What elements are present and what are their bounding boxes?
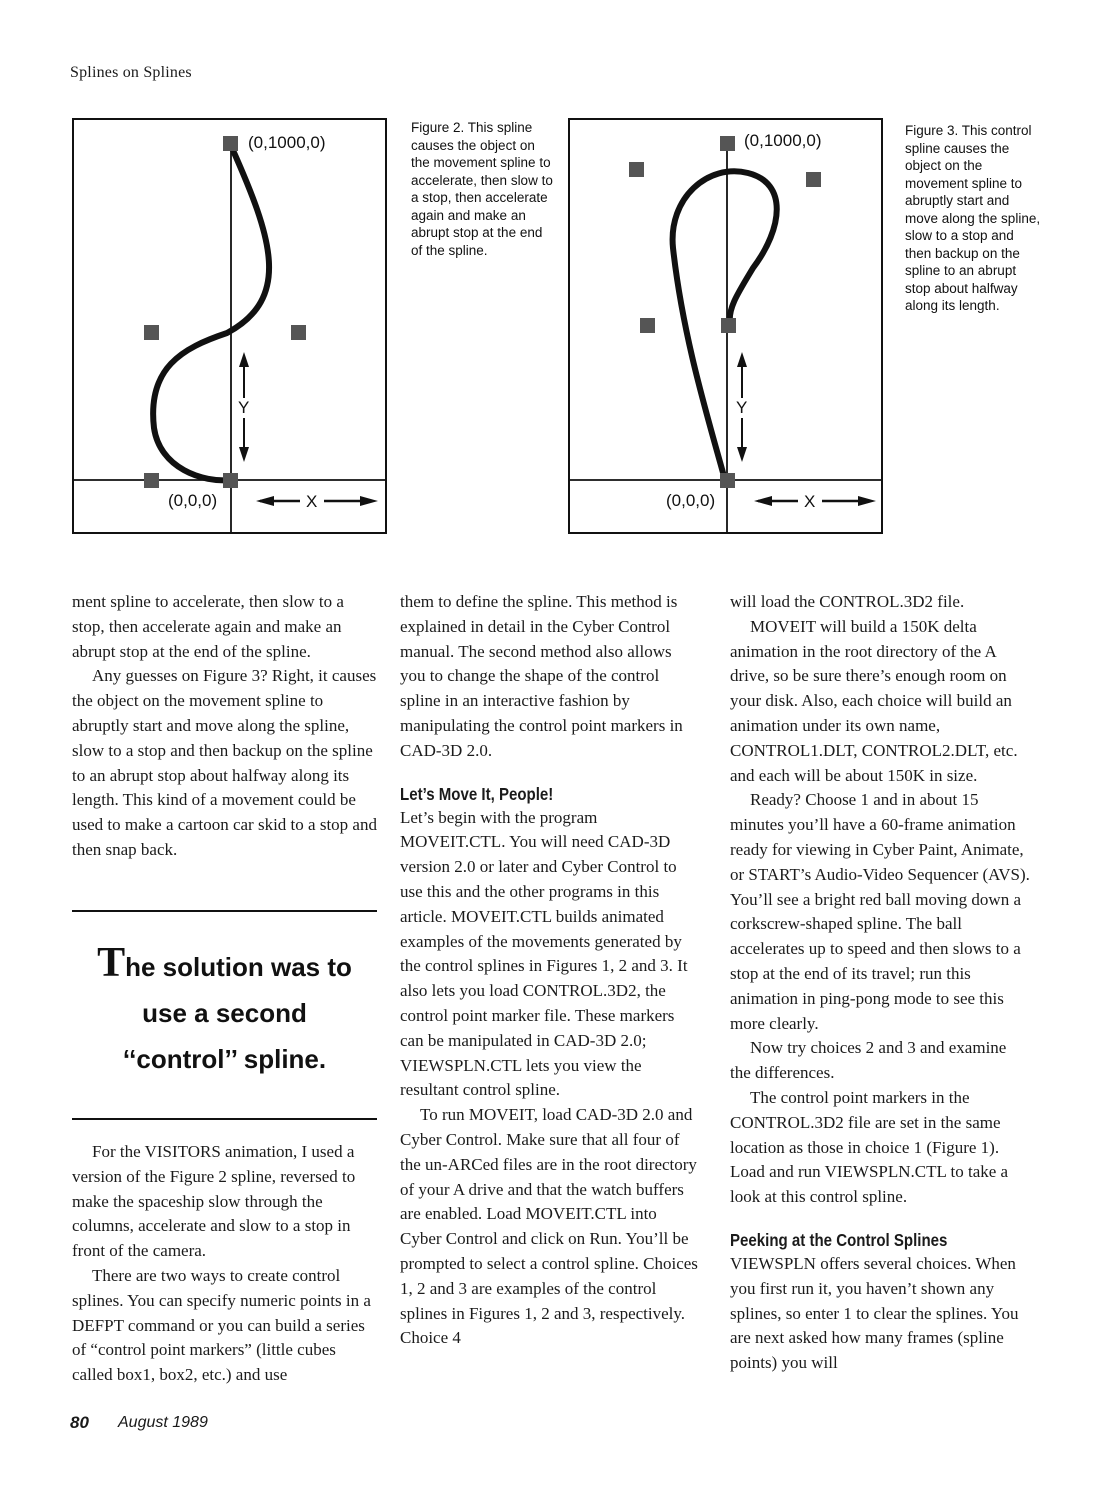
control-point-marker xyxy=(223,473,238,488)
column-3 xyxy=(730,590,1030,1376)
control-point-marker xyxy=(223,136,238,151)
pull-quote-line1: he solution was to xyxy=(125,952,352,982)
running-head: Splines on Splines xyxy=(70,64,192,81)
pull-quote-line3: ‘‘control’’ spline. xyxy=(122,1044,327,1074)
body-paragraph: VIEWSPLN offers several choices. When you first run it, you haven’t shown any splines, so enter 1 to clear the splines. You are next asked how many frames (spline points) you will xyxy=(730,1253,1019,1373)
issue-date: August 1989 xyxy=(118,1414,208,1431)
origin-label: (0,0,0) xyxy=(666,491,716,510)
body-paragraph: Any guesses on Figure 3? Right, it causes the object on the movement spline to abruptly start and move along the spline, slow to a stop and then backup on the spline to an abrupt stop about halfway along its length. This kind of a movement could be used to make a cartoon car skid to a stop and then snap back. xyxy=(72,666,377,859)
top-point-label: (0,1000,0) xyxy=(248,133,326,152)
x-axis-label: X xyxy=(804,492,816,511)
pull-quote-bottom-rule xyxy=(72,1118,377,1120)
section-heading: Let’s Move It, People! xyxy=(400,783,554,804)
top-point-label: (0,1000,0) xyxy=(744,131,822,150)
section-heading: Peeking at the Control Splines xyxy=(730,1229,948,1250)
y-axis-label: Y xyxy=(238,398,250,417)
origin-label: (0,0,0) xyxy=(168,491,218,510)
control-point-marker xyxy=(720,473,735,488)
pull-quote-dropcap: T xyxy=(97,940,126,986)
control-point-marker xyxy=(144,325,159,340)
column-1-top xyxy=(72,590,378,863)
control-point-marker xyxy=(144,473,159,488)
page-number: 80 xyxy=(70,1413,89,1432)
figure-2 xyxy=(72,118,388,536)
figure-3-caption: Figure 3. This control spline causes the object on the movement spline to abruptly start and move along the spline, slow to a stop and then backup on the spline to an abrupt stop about halfway along its length. xyxy=(905,123,1041,313)
body-paragraph: them to define the spline. This method is explained in detail in the Cyber Control manual. The second method also allows you to change the shape of the control spline in an interactive fashion by manipulating the control point markers in CAD-3D 2.0. xyxy=(400,592,683,760)
figure-2-caption: Figure 2. This spline causes the object on the movement spline to accelerate, then slow to a stop, then accelerate again and make an abrupt stop at the end of the spline. xyxy=(411,120,553,258)
column-2 xyxy=(400,590,700,1351)
body-paragraph: The control point markers in the CONTROL.3D2 file are set in the same location as those in choice 1 (Figure 1). Load and run VIEWSPLN.CTL to take a look at this control spline. xyxy=(730,1087,1009,1207)
figure-2-diagram xyxy=(72,118,388,536)
body-paragraph: For the VISITORS animation, I used a version of the Figure 2 spline, reversed to make the spaceship slow through the columns, accelerate and slow to a stop in front of the camera. xyxy=(72,1142,356,1261)
control-point-marker xyxy=(721,318,736,333)
body-paragraph: Now try choices 2 and 3 and examine the differences. xyxy=(730,1038,1007,1083)
pull-quote xyxy=(72,940,377,1082)
column-1-bottom xyxy=(72,1140,378,1388)
control-point-marker xyxy=(629,162,644,177)
body-paragraph: Let’s begin with the program MOVEIT.CTL. You will need CAD-3D version 2.0 or later and Cyber Control to use this and the other programs in this article. MOVEIT.CTL builds animated examples of the movements generated by the control splines in Figures 1, 2 and 3. It also lets you load CONTROL.3D2, the control point marker file. These markers can be manipulated in CAD-3D 2.0; VIEWSPLN.CTL lets you view the resultant control spline. xyxy=(400,807,688,1100)
figure-3-diagram xyxy=(568,118,884,536)
body-paragraph: MOVEIT will build a 150K delta animation in the root directory of the A drive, so be sure there’s enough room on your disk. Also, each choice will build an animation under its own name, CONTROL1.DLT, CONTROL2.DLT, etc. and each will be about 150K in size. xyxy=(730,616,1018,785)
control-point-marker xyxy=(720,136,735,151)
figure-3 xyxy=(568,118,884,536)
body-paragraph: will load the CONTROL.3D2 file. xyxy=(730,592,965,611)
control-point-marker xyxy=(806,172,821,187)
y-axis-label: Y xyxy=(736,398,748,417)
pull-quote-top-rule xyxy=(72,910,377,912)
body-paragraph: To run MOVEIT, load CAD-3D 2.0 and Cyber Control. Make sure that all four of the un-ARCed files are in the root directory of your A drive and that the watch buffers are enabled. Load MOVEIT.CTL into Cyber Control and click on Run. You’ll be prompted to select a control spline. Choices 1, 2 and 3 are examples of the control splines in Figures 1, 2 and 3, respectively. Choice 4 xyxy=(400,1105,698,1348)
body-paragraph: Ready? Choose 1 and in about 15 minutes you’ll have a 60-frame animation ready for viewing in Cyber Paint, Animate, or START’s Audio-Video Sequencer (AVS). You’ll see a bright red ball moving down a corkscrew-shaped spline. The ball accelerates up to speed and then slows to a stop at the end of its travel; run this animation in ping-pong mode to see this more clearly. xyxy=(730,790,1030,1033)
control-point-marker xyxy=(640,318,655,333)
body-paragraph: ment spline to accelerate, then slow to a stop, then accelerate again and make an abrupt stop at the end of the spline. xyxy=(72,592,344,661)
x-axis-label: X xyxy=(306,492,318,511)
pull-quote-line2: use a second xyxy=(142,998,307,1028)
control-point-marker xyxy=(291,325,306,340)
body-paragraph: There are two ways to create control splines. You can specify numeric points in a DEFPT command or you can build a series of “control point markers” (little cubes called box1, box2, etc.) and use xyxy=(72,1265,371,1385)
